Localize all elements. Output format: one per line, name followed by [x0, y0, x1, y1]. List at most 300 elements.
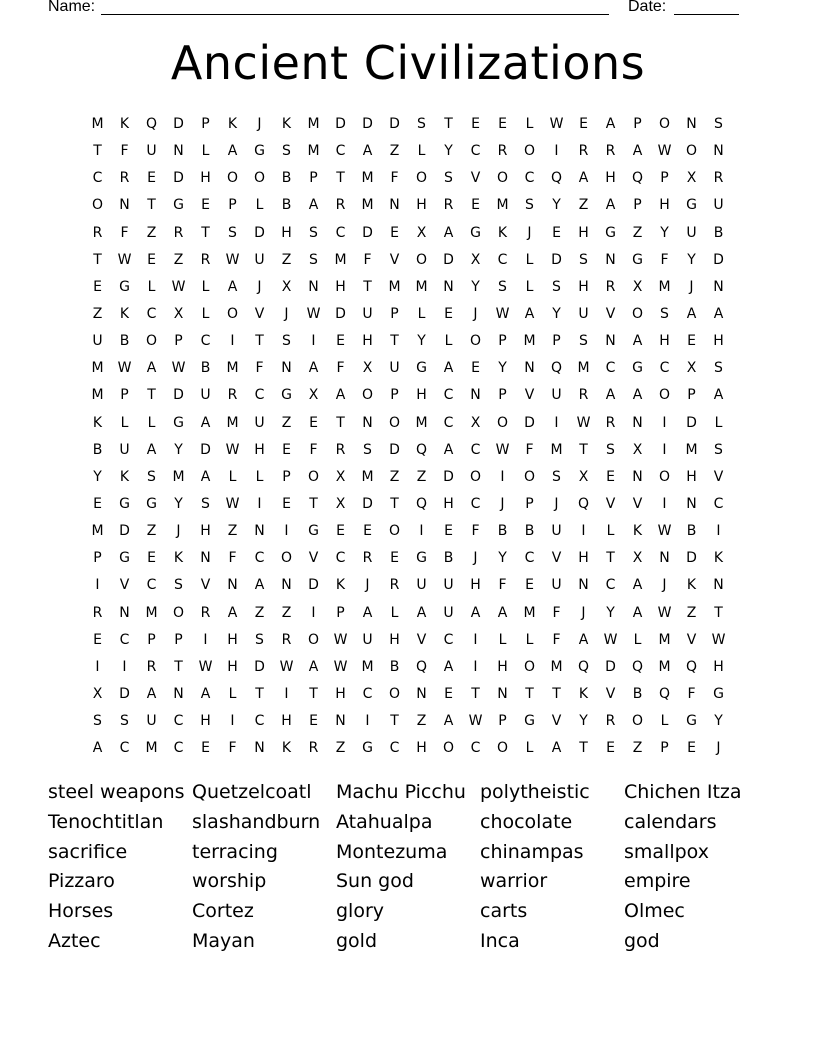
grid-letter: Z — [281, 414, 292, 431]
grid-letter: Z — [686, 604, 697, 621]
grid-letter: D — [308, 577, 319, 594]
grid-letter: U — [578, 306, 589, 323]
grid-letter: V — [632, 496, 643, 513]
grid-letter: I — [122, 658, 127, 675]
grid-letter: S — [174, 577, 183, 594]
grid-letter: P — [336, 604, 345, 621]
grid-letter: H — [416, 387, 427, 404]
grid-letter: H — [497, 658, 508, 675]
grid-letter: M — [523, 604, 536, 621]
grid-letter: W — [657, 523, 672, 540]
grid-letter: R — [713, 170, 724, 187]
grid-letter: Y — [498, 550, 507, 567]
grid-letter: D — [362, 116, 373, 133]
grid-letter: X — [335, 496, 346, 513]
word-bank-item: Tenochtitlan — [48, 810, 164, 833]
grid-letter: Y — [93, 468, 102, 485]
grid-letter: C — [254, 550, 265, 567]
grid-letter: I — [554, 414, 559, 431]
grid-letter: C — [335, 224, 346, 241]
grid-letter: N — [524, 360, 535, 377]
grid-letter: S — [309, 251, 318, 268]
grid-letter: R — [92, 604, 103, 621]
grid-letter: E — [444, 523, 453, 540]
grid-letter: M — [91, 387, 104, 404]
grid-letter: W — [225, 251, 240, 268]
grid-letter: I — [662, 496, 667, 513]
grid-letter: F — [552, 631, 561, 648]
grid-letter: U — [686, 224, 697, 241]
grid-letter: Q — [631, 170, 644, 187]
grid-letter: A — [362, 604, 373, 621]
grid-letter: L — [633, 631, 642, 648]
word-bank — [48, 778, 808, 957]
grid-letter: I — [419, 523, 424, 540]
grid-letter: N — [632, 468, 643, 485]
grid-row — [84, 138, 732, 165]
grid-letter: M — [91, 116, 104, 133]
grid-letter: Z — [254, 604, 265, 621]
grid-letter: C — [470, 740, 481, 757]
grid-letter: L — [417, 306, 426, 323]
word-bank-item: gold — [336, 929, 378, 952]
grid-letter: A — [605, 197, 616, 214]
grid-letter: L — [525, 251, 534, 268]
grid-letter: N — [227, 577, 238, 594]
grid-letter: Y — [471, 278, 480, 295]
grid-letter: I — [581, 523, 586, 540]
grid-letter: W — [117, 251, 132, 268]
grid-letter: I — [311, 604, 316, 621]
grid-letter: X — [632, 278, 643, 295]
grid-letter: T — [309, 686, 318, 703]
grid-letter: O — [226, 306, 239, 323]
word-bank-item: chocolate — [480, 810, 573, 833]
grid-letter: Q — [577, 658, 590, 675]
grid-letter: J — [554, 496, 559, 513]
grid-letter: R — [605, 713, 616, 730]
grid-letter: S — [309, 224, 318, 241]
grid-letter: H — [443, 496, 454, 513]
grid-letter: T — [390, 333, 399, 350]
grid-letter: V — [200, 577, 211, 594]
grid-letter: H — [362, 333, 373, 350]
word-bank-item: god — [624, 929, 660, 952]
grid-letter: A — [308, 197, 319, 214]
grid-letter: C — [254, 713, 265, 730]
grid-letter: Z — [173, 251, 184, 268]
grid-letter: T — [471, 686, 480, 703]
grid-row — [84, 355, 732, 382]
grid-letter: Y — [498, 360, 507, 377]
grid-letter: N — [173, 143, 184, 160]
grid-letter: T — [606, 550, 615, 567]
grid-letter: H — [470, 577, 481, 594]
grid-letter: W — [117, 360, 132, 377]
grid-letter: M — [361, 197, 374, 214]
grid-letter: E — [471, 360, 480, 377]
grid-letter: S — [606, 441, 615, 458]
name-blank-line — [101, 0, 609, 15]
grid-letter: C — [443, 414, 454, 431]
grid-letter: S — [525, 197, 534, 214]
grid-letter: E — [147, 170, 156, 187]
grid-letter: A — [470, 604, 481, 621]
grid-letter: M — [91, 523, 104, 540]
grid-letter: O — [658, 468, 671, 485]
grid-letter: A — [200, 414, 211, 431]
grid-letter: O — [658, 116, 671, 133]
grid-letter: A — [497, 604, 508, 621]
grid-letter: O — [361, 387, 374, 404]
grid-letter: Z — [281, 251, 292, 268]
grid-letter: L — [201, 306, 210, 323]
grid-letter: X — [632, 550, 643, 567]
grid-row — [84, 382, 732, 409]
grid-letter: S — [228, 224, 237, 241]
grid-letter: M — [361, 468, 374, 485]
grid-letter: H — [200, 170, 211, 187]
grid-letter: D — [335, 116, 346, 133]
grid-letter: B — [686, 523, 697, 540]
grid-letter: V — [605, 686, 616, 703]
grid-letter: C — [254, 387, 265, 404]
grid-letter: D — [362, 224, 373, 241]
grid-letter: A — [443, 360, 454, 377]
grid-letter: V — [713, 468, 724, 485]
grid-letter: U — [146, 143, 157, 160]
grid-letter: A — [551, 740, 562, 757]
grid-letter: D — [713, 251, 724, 268]
grid-row — [84, 518, 732, 545]
grid-letter: L — [390, 604, 399, 621]
grid-letter: D — [605, 658, 616, 675]
word-bank-item: steel weapons — [48, 781, 185, 803]
grid-letter: U — [362, 631, 373, 648]
grid-letter: C — [443, 631, 454, 648]
grid-letter: K — [281, 740, 292, 757]
grid-letter: E — [471, 116, 480, 133]
grid-letter: E — [336, 523, 345, 540]
grid-letter: N — [362, 414, 373, 431]
grid-letter: C — [605, 360, 616, 377]
grid-letter: L — [228, 686, 237, 703]
grid-letter: L — [201, 278, 210, 295]
grid-letter: K — [335, 577, 346, 594]
word-bank-item: Olmec — [624, 900, 685, 923]
grid-letter: P — [201, 116, 210, 133]
grid-letter: T — [147, 387, 156, 404]
grid-letter: O — [523, 468, 536, 485]
grid-letter: M — [577, 360, 590, 377]
grid-letter: I — [473, 631, 478, 648]
grid-letter: F — [471, 523, 480, 540]
grid-row — [84, 491, 732, 518]
grid-letter: M — [361, 658, 374, 675]
grid-letter: T — [579, 441, 588, 458]
grid-letter: O — [496, 170, 509, 187]
grid-letter: M — [523, 333, 536, 350]
grid-letter: D — [443, 468, 454, 485]
word-bank-item: glory — [336, 900, 385, 923]
grid-letter: P — [93, 550, 102, 567]
grid-letter: F — [228, 740, 237, 757]
grid-letter: A — [416, 604, 427, 621]
grid-letter: V — [470, 170, 481, 187]
grid-letter: E — [687, 740, 696, 757]
grid-letter: B — [497, 523, 508, 540]
grid-letter: N — [335, 713, 346, 730]
word-bank-item: Inca — [480, 929, 520, 952]
grid-letter: A — [443, 713, 454, 730]
grid-row — [84, 165, 732, 192]
grid-letter: N — [389, 197, 400, 214]
grid-letter: X — [632, 441, 643, 458]
grid-letter: G — [254, 143, 265, 160]
grid-letter: A — [632, 333, 643, 350]
grid-letter: O — [415, 170, 428, 187]
grid-letter: R — [335, 441, 346, 458]
grid-letter: N — [686, 116, 697, 133]
grid-letter: X — [416, 224, 427, 241]
grid-letter: X — [686, 170, 697, 187]
grid-letter: D — [686, 414, 697, 431]
grid-letter: F — [687, 686, 696, 703]
grid-letter: D — [254, 658, 265, 675]
grid-letter: O — [388, 414, 401, 431]
grid-letter: H — [713, 333, 724, 350]
grid-row — [84, 464, 732, 491]
grid-letter: N — [281, 360, 292, 377]
grid-letter: W — [711, 631, 726, 648]
grid-letter: R — [92, 224, 103, 241]
grid-letter: I — [230, 333, 235, 350]
grid-letter: A — [227, 604, 238, 621]
word-bank-item: Aztec — [48, 929, 101, 952]
grid-letter: O — [631, 713, 644, 730]
grid-letter: E — [147, 550, 156, 567]
grid-letter: J — [716, 740, 721, 757]
grid-row — [84, 274, 732, 301]
grid-letter: Y — [444, 143, 453, 160]
grid-letter: I — [662, 414, 667, 431]
grid-letter: O — [442, 740, 455, 757]
grid-letter: C — [470, 441, 481, 458]
grid-letter: Z — [389, 468, 400, 485]
grid-letter: K — [713, 550, 724, 567]
grid-letter: B — [200, 360, 211, 377]
grid-letter: S — [93, 713, 102, 730]
grid-letter: I — [311, 333, 316, 350]
grid-letter: U — [551, 577, 562, 594]
grid-row — [84, 681, 732, 708]
grid-letter: A — [200, 468, 211, 485]
grid-letter: S — [147, 468, 156, 485]
grid-letter: E — [147, 251, 156, 268]
grid-letter: K — [119, 306, 130, 323]
grid-letter: N — [686, 496, 697, 513]
word-bank-item: Sun god — [336, 870, 414, 893]
grid-letter: M — [550, 441, 563, 458]
grid-letter: N — [173, 686, 184, 703]
grid-letter: L — [525, 278, 534, 295]
grid-letter: Q — [550, 170, 563, 187]
grid-letter: O — [523, 658, 536, 675]
grid-letter: O — [469, 468, 482, 485]
grid-letter: T — [255, 686, 264, 703]
grid-letter: K — [578, 686, 589, 703]
grid-letter: I — [554, 143, 559, 160]
grid-letter: V — [119, 577, 130, 594]
grid-letter: P — [660, 740, 669, 757]
grid-letter: L — [525, 116, 534, 133]
grid-row — [84, 111, 732, 138]
grid-letter: A — [308, 360, 319, 377]
grid-letter: N — [713, 143, 724, 160]
grid-letter: U — [389, 360, 400, 377]
grid-letter: P — [174, 631, 183, 648]
grid-letter: H — [335, 278, 346, 295]
grid-letter: N — [713, 278, 724, 295]
grid-letter: Y — [579, 713, 588, 730]
grid-letter: W — [495, 306, 510, 323]
grid-letter: X — [470, 414, 481, 431]
grid-letter: D — [173, 387, 184, 404]
grid-letter: E — [390, 224, 399, 241]
grid-letter: B — [632, 686, 643, 703]
grid-letter: W — [306, 306, 321, 323]
grid-letter: T — [390, 496, 399, 513]
grid-letter: L — [201, 143, 210, 160]
grid-letter: M — [172, 468, 185, 485]
grid-letter: N — [119, 197, 130, 214]
grid-letter: S — [363, 441, 372, 458]
grid-letter: U — [443, 604, 454, 621]
grid-letter: U — [551, 523, 562, 540]
grid-letter: U — [254, 251, 265, 268]
grid-letter: V — [686, 631, 697, 648]
grid-letter: C — [335, 550, 346, 567]
grid-letter: D — [362, 496, 373, 513]
grid-letter: P — [120, 387, 129, 404]
grid-letter: S — [714, 441, 723, 458]
grid-letter: N — [605, 251, 616, 268]
grid-letter: W — [468, 713, 483, 730]
grid-letter: N — [605, 333, 616, 350]
grid-letter: A — [632, 577, 643, 594]
grid-letter: C — [470, 496, 481, 513]
grid-letter: A — [632, 604, 643, 621]
grid-letter: A — [146, 360, 157, 377]
grid-letter: X — [470, 251, 481, 268]
grid-letter: P — [309, 170, 318, 187]
grid-letter: S — [444, 170, 453, 187]
grid-letter: T — [552, 686, 561, 703]
grid-letter: G — [524, 713, 535, 730]
word-search-grid — [84, 111, 732, 762]
grid-letter: G — [686, 713, 697, 730]
grid-letter: M — [145, 604, 158, 621]
grid-letter: E — [606, 740, 615, 757]
grid-letter: Z — [281, 604, 292, 621]
grid-letter: A — [524, 306, 535, 323]
grid-letter: S — [201, 496, 210, 513]
grid-letter: M — [658, 631, 671, 648]
date-label: Date: — [628, 0, 667, 15]
grid-letter: N — [497, 686, 508, 703]
grid-letter: I — [284, 686, 289, 703]
grid-letter: O — [307, 468, 320, 485]
grid-letter: G — [308, 523, 319, 540]
grid-letter: M — [334, 251, 347, 268]
page-title: Ancient Civilizations — [170, 36, 646, 90]
grid-letter: G — [362, 740, 373, 757]
grid-letter: C — [119, 631, 130, 648]
grid-letter: X — [686, 360, 697, 377]
grid-letter: D — [443, 251, 454, 268]
grid-letter: Y — [660, 224, 669, 241]
grid-letter: F — [660, 251, 669, 268]
grid-letter: M — [658, 278, 671, 295]
grid-letter: T — [579, 740, 588, 757]
grid-letter: V — [605, 496, 616, 513]
grid-letter: F — [309, 441, 318, 458]
grid-letter: G — [686, 197, 697, 214]
grid-letter: T — [93, 143, 102, 160]
grid-row — [84, 437, 732, 464]
grid-letter: C — [389, 740, 400, 757]
grid-letter: P — [228, 197, 237, 214]
grid-row — [84, 627, 732, 654]
grid-letter: G — [173, 414, 184, 431]
grid-letter: C — [443, 387, 454, 404]
grid-letter: U — [713, 197, 724, 214]
grid-letter: E — [444, 306, 453, 323]
grid-letter: L — [498, 631, 507, 648]
grid-letter: N — [632, 414, 643, 431]
grid-letter: J — [662, 577, 667, 594]
grid-letter: L — [606, 523, 615, 540]
grid-letter: B — [389, 658, 400, 675]
grid-letter: G — [119, 496, 130, 513]
grid-letter: M — [361, 170, 374, 187]
grid-letter: O — [307, 631, 320, 648]
grid-letter: P — [633, 197, 642, 214]
grid-letter: Y — [174, 441, 183, 458]
grid-letter: L — [255, 468, 264, 485]
grid-letter: W — [279, 658, 294, 675]
grid-letter: T — [201, 224, 210, 241]
header-fields — [48, 0, 748, 20]
grid-letter: A — [605, 387, 616, 404]
grid-letter: B — [281, 170, 292, 187]
grid-letter: H — [281, 224, 292, 241]
grid-letter: A — [227, 143, 238, 160]
grid-letter: P — [390, 306, 399, 323]
grid-letter: K — [632, 523, 643, 540]
word-bank-item: chinampas — [480, 840, 584, 863]
grid-letter: H — [578, 550, 589, 567]
grid-letter: Q — [415, 496, 428, 513]
grid-letter: V — [551, 713, 562, 730]
grid-letter: L — [147, 278, 156, 295]
grid-letter: K — [227, 116, 238, 133]
grid-letter: O — [226, 170, 239, 187]
grid-letter: H — [254, 441, 265, 458]
grid-letter: Z — [632, 740, 643, 757]
grid-letter: W — [225, 441, 240, 458]
grid-letter: T — [444, 116, 453, 133]
